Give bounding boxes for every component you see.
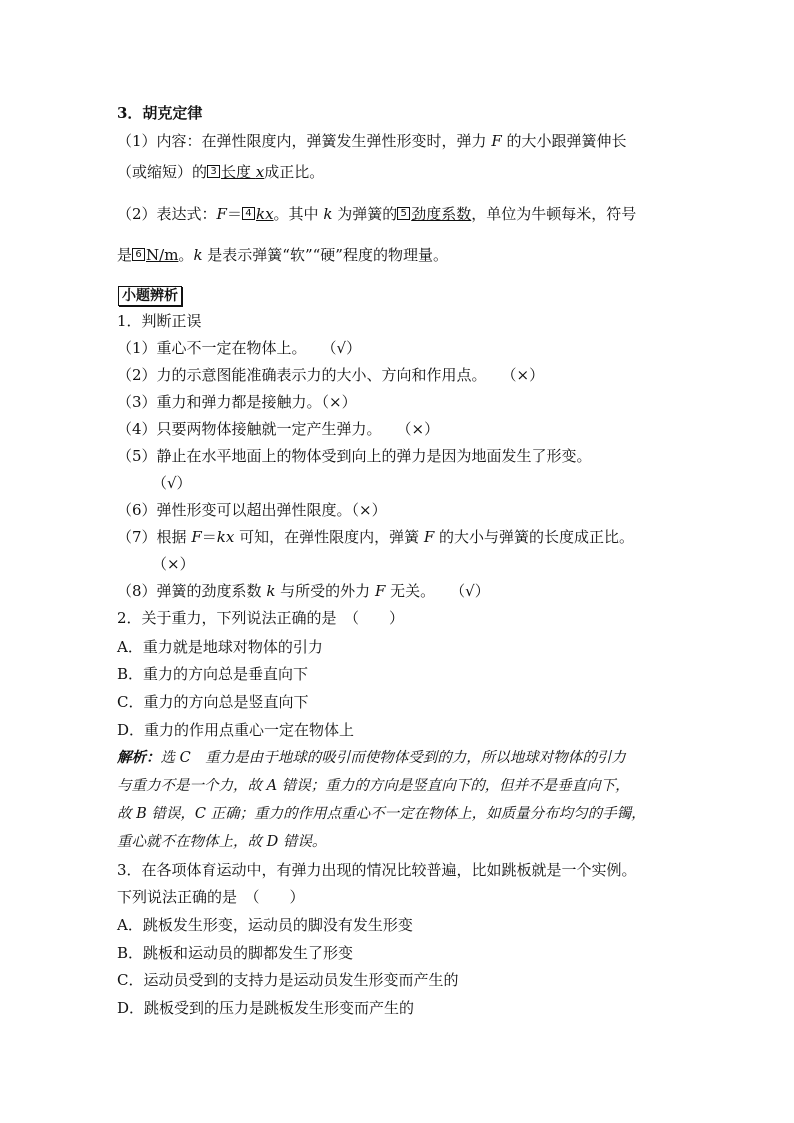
- hooke-heading: 3．胡克定律: [117, 104, 203, 122]
- hooke-expression-line-1: （2）表达式：F＝ 4 kx。其中 k 为弹簧的 5 劲度系数，单位为牛顿每米，符号: [117, 205, 637, 223]
- q2-option-d: D．重力的作用点重心一定在物体上: [117, 721, 355, 739]
- q2-analysis-line-3: 故 B 错误，C 正确；重力的作用点重心不一定在物体上，如质量分布均匀的手镯，: [117, 806, 646, 822]
- blank-number-6: 6: [132, 248, 145, 261]
- q1-item: （4）只要两物体接触就一定产生弹力。 （×）: [117, 420, 440, 438]
- q2-stem: 2．关于重力，下列说法正确的是 （ ）: [117, 609, 405, 627]
- q2-analysis-line-1: 解析：选 C 重力是由于地球的吸引而使物体受到的力，所以地球对物体的引力: [117, 749, 626, 766]
- analysis-label: 解析：: [117, 749, 161, 766]
- hooke-content-line-1: （1）内容：在弹性限度内，弹簧发生弹性形变时，弹力 F 的大小跟弹簧伸长: [117, 132, 627, 150]
- q2-analysis-line-2: 与重力不是一个力，故 A 错误；重力的方向是竖直向下的，但并不是垂直向下，: [117, 778, 630, 794]
- q2-analysis-line-4: 重心就不在物体上，故 D 错误。: [117, 834, 327, 850]
- blank-answer-4: kx: [255, 205, 274, 223]
- q1-item-8: （8）弹簧的劲度系数 k 与所受的外力 F 无关。 （√）: [117, 582, 490, 600]
- q3-option-a: A．跳板发生形变，运动员的脚没有发生形变: [117, 916, 413, 934]
- q3-stem-line-1: 3．在各项体育运动中，有弹力出现的情况比较普遍，比如跳板就是一个实例。: [117, 861, 637, 879]
- blank-number-5: 5: [397, 207, 410, 220]
- blank-number-3: 3: [207, 165, 220, 178]
- blank-number-4: 4: [242, 207, 255, 220]
- q1-item-7: （7）根据 F＝kx 可知，在弹性限度内，弹簧 F 的大小与弹簧的长度成正比。: [117, 528, 635, 546]
- q3-option-d: D．跳板受到的压力是跳板发生形变而产生的: [117, 999, 415, 1017]
- q1-item-mark: （√）: [152, 474, 192, 492]
- blank-answer-5: 劲度系数: [411, 205, 472, 223]
- q1-item: （3）重力和弹力都是接触力。（×）: [117, 393, 357, 411]
- q1-item: （5）静止在水平地面上的物体受到向上的弹力是因为地面发生了形变。: [117, 447, 592, 465]
- q1-item: （1）重心不一定在物体上。 （√）: [117, 339, 362, 357]
- blank-answer-3: 长度 x: [221, 163, 265, 181]
- q1-title: 1．判断正误: [117, 312, 202, 330]
- q2-option-a: A．重力就是地球对物体的引力: [117, 638, 323, 656]
- section-tag: 小题辨析: [118, 285, 182, 306]
- q3-option-b: B．跳板和运动员的脚都发生了形变: [117, 944, 354, 962]
- q2-option-c: C．重力的方向总是竖直向下: [117, 693, 309, 711]
- blank-answer-6: N/m: [146, 246, 179, 264]
- q1-item: （2）力的示意图能准确表示力的大小、方向和作用点。 （×）: [117, 366, 545, 384]
- hooke-expression-line-2: 是 6 N/m。k 是表示弹簧“软”“硬”程度的物理量。: [117, 246, 448, 264]
- q3-stem-line-2: 下列说法正确的是 （ ）: [117, 888, 305, 906]
- q1-item: （6）弹性形变可以超出弹性限度。（×）: [117, 501, 387, 519]
- q2-option-b: B．重力的方向总是垂直向下: [117, 665, 309, 683]
- q1-item-7-mark: （×）: [152, 555, 195, 573]
- q3-option-c: C．运动员受到的支持力是运动员发生形变而产生的: [117, 971, 459, 989]
- hooke-content-line-2: （或缩短）的 3 长度 x成正比。: [117, 163, 325, 181]
